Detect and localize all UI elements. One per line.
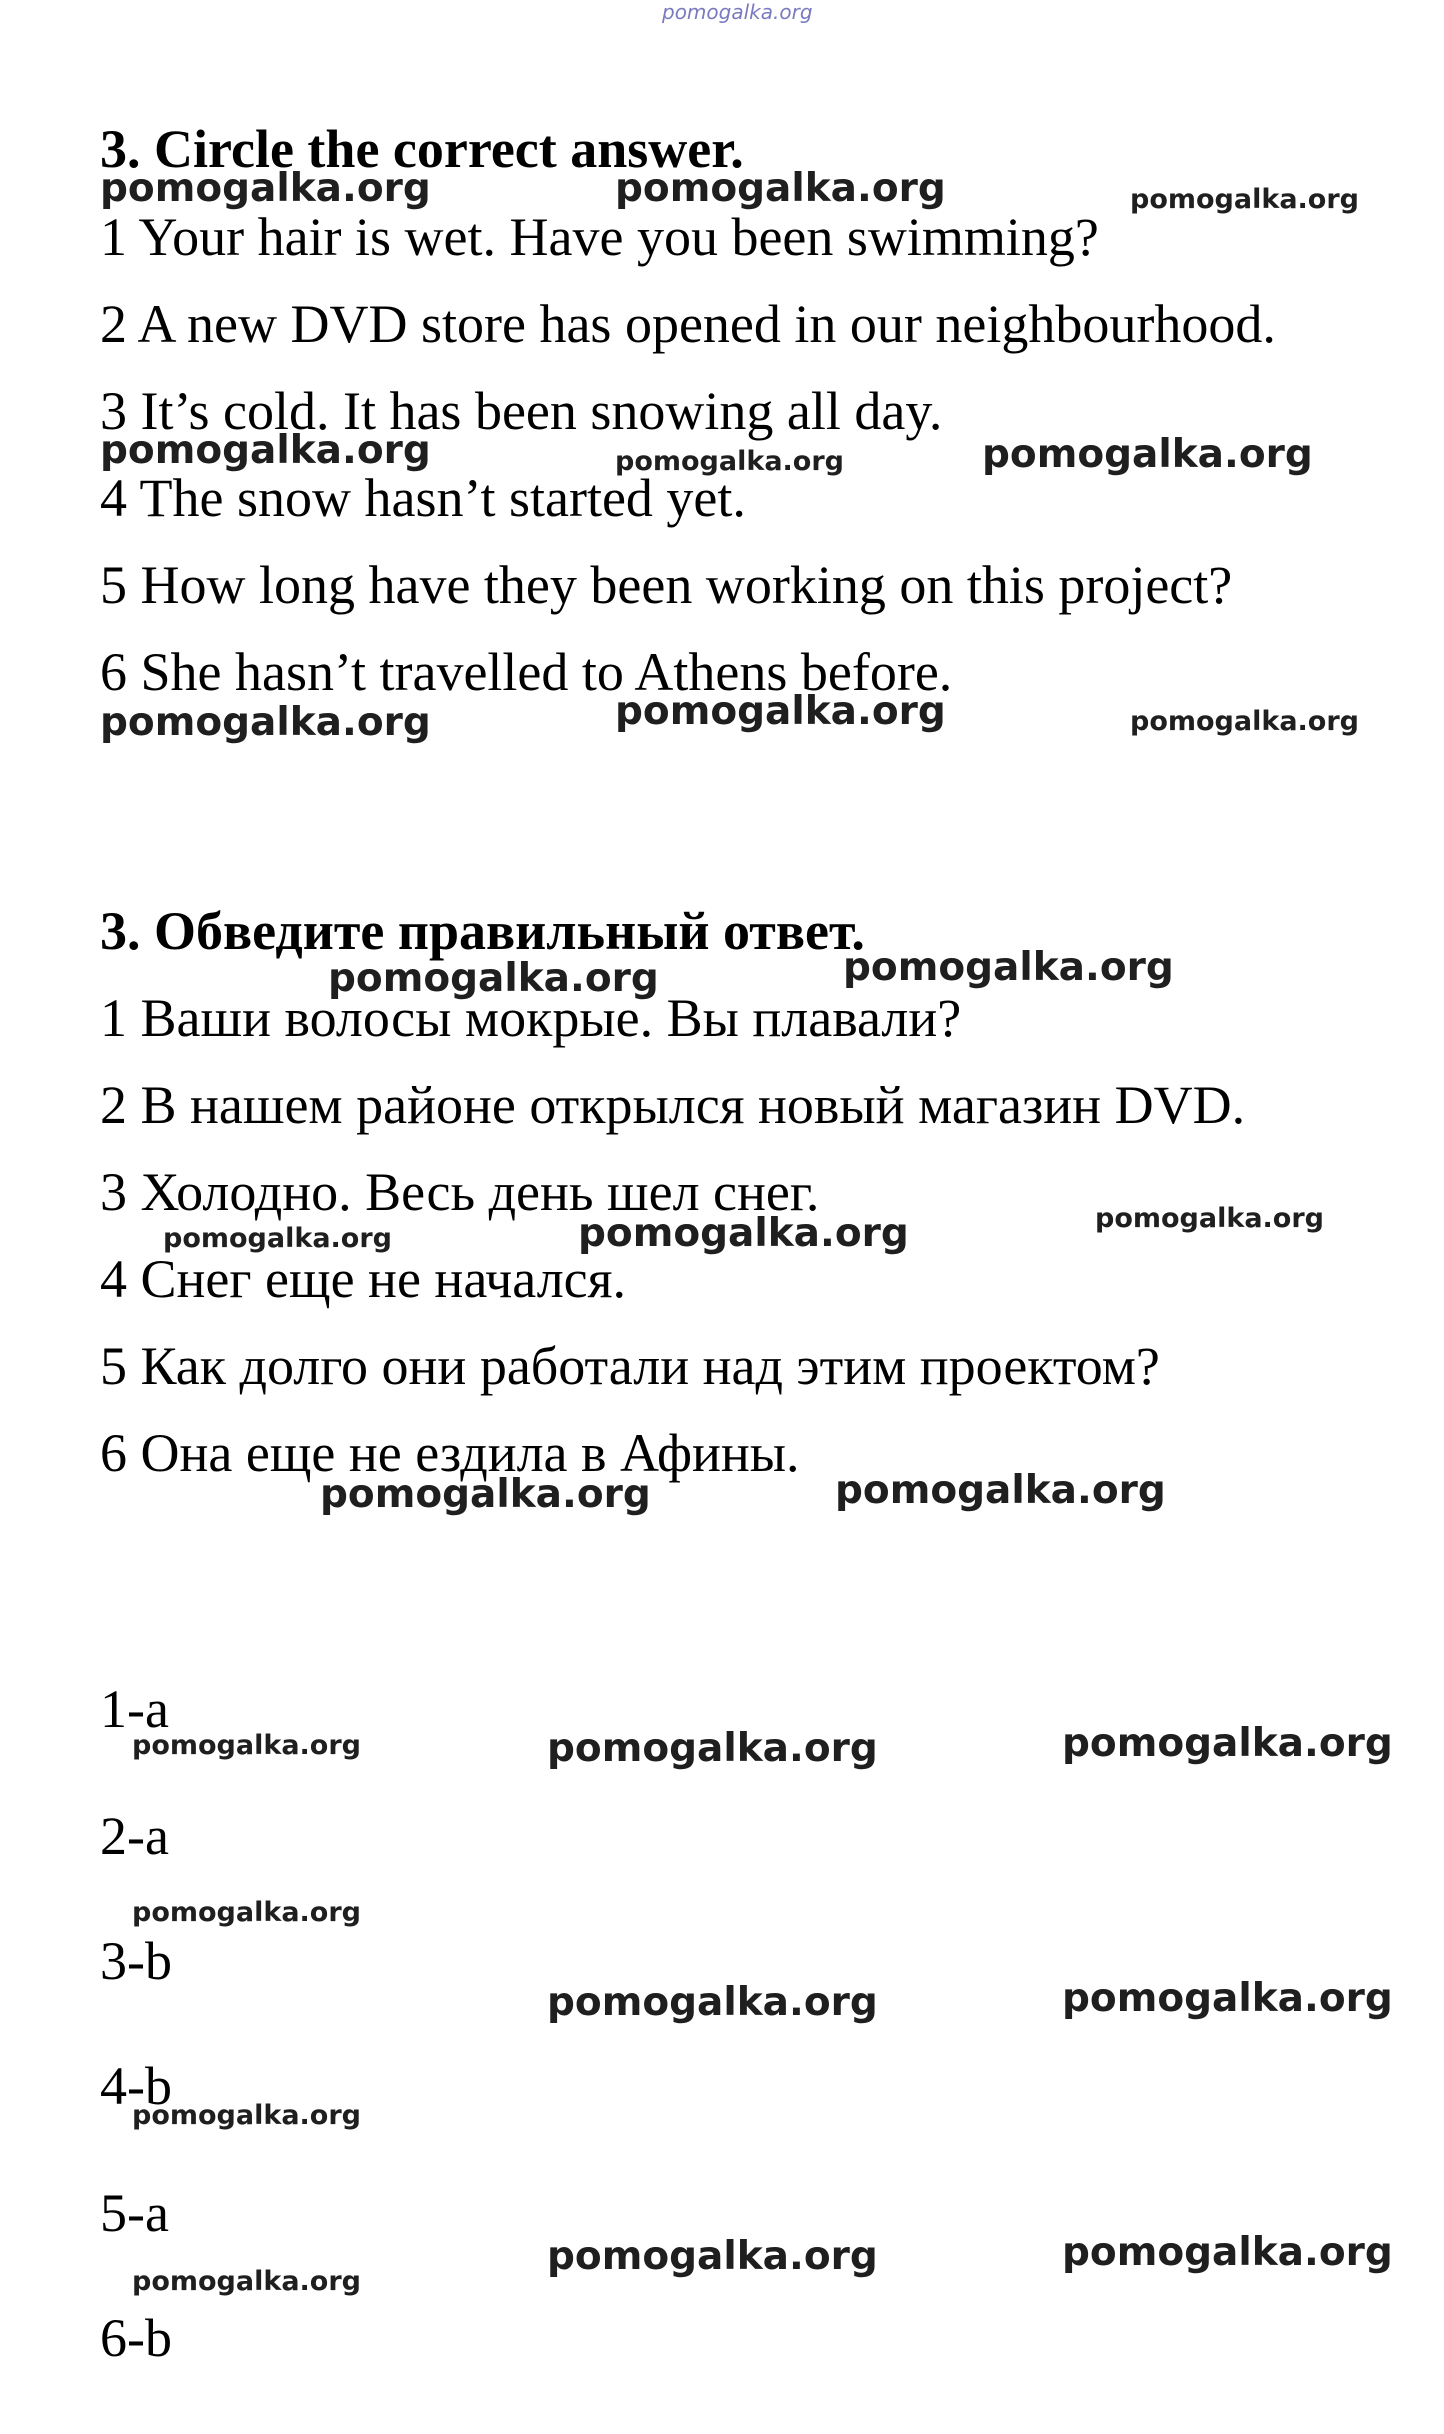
watermark: pomogalka.org (132, 2100, 361, 2131)
watermark: pomogalka.org (100, 166, 431, 211)
english-line-4: 4 The snow hasn’t started yet. (100, 468, 746, 528)
watermark: pomogalka.org (615, 689, 946, 734)
answer-5: 5-a (100, 2183, 169, 2243)
watermark: pomogalka.org (1062, 1976, 1393, 2021)
watermark: pomogalka.org (100, 700, 431, 745)
watermark: pomogalka.org (835, 1468, 1166, 1513)
watermark: pomogalka.org (1062, 1721, 1393, 1766)
english-line-2: 2 A new DVD store has opened in our neighbourhood. (100, 294, 1276, 354)
english-line-3: 3 It’s cold. It has been snowing all day. (100, 381, 943, 441)
english-title: 3. Circle the correct answer. (100, 119, 744, 179)
watermark: pomogalka.org (1130, 706, 1359, 737)
watermark-top: pomogalka.org (662, 0, 813, 24)
watermark: pomogalka.org (132, 1730, 361, 1761)
english-line-6: 6 She hasn’t travelled to Athens before. (100, 642, 953, 702)
watermark: pomogalka.org (615, 446, 844, 477)
watermark: pomogalka.org (328, 956, 659, 1001)
russian-line-5: 5 Как долго они работали над этим проектом? (100, 1336, 1160, 1396)
watermark: pomogalka.org (1095, 1203, 1324, 1234)
watermark: pomogalka.org (547, 1980, 878, 2025)
watermark: pomogalka.org (547, 2234, 878, 2279)
russian-line-6: 6 Она еще не ездила в Афины. (100, 1423, 800, 1483)
watermark: pomogalka.org (132, 2266, 361, 2297)
russian-line-2: 2 В нашем районе открылся новый магазин DVD. (100, 1075, 1246, 1135)
watermark: pomogalka.org (1130, 184, 1359, 215)
watermark: pomogalka.org (320, 1472, 651, 1517)
english-line-5: 5 How long have they been working on this project? (100, 555, 1233, 615)
watermark: pomogalka.org (132, 1897, 361, 1928)
watermark: pomogalka.org (163, 1223, 392, 1254)
watermark: pomogalka.org (615, 166, 946, 211)
watermark: pomogalka.org (1062, 2230, 1393, 2275)
answer-1: 1-a (100, 1679, 169, 1739)
russian-line-3: 3 Холодно. Весь день шел снег. (100, 1162, 820, 1222)
russian-line-1: 1 Ваши волосы мокрые. Вы плавали? (100, 988, 962, 1048)
answer-4: 4-b (100, 2056, 172, 2116)
russian-title: 3. Обведите правильный ответ. (100, 901, 865, 961)
answer-6: 6-b (100, 2308, 172, 2368)
watermark: pomogalka.org (843, 945, 1174, 990)
watermark: pomogalka.org (547, 1726, 878, 1771)
answer-2: 2-a (100, 1806, 169, 1866)
answer-3: 3-b (100, 1931, 172, 1991)
english-line-1: 1 Your hair is wet. Have you been swimming? (100, 207, 1099, 267)
watermark: pomogalka.org (982, 432, 1313, 477)
watermark: pomogalka.org (100, 428, 431, 473)
watermark: pomogalka.org (578, 1211, 909, 1256)
russian-line-4: 4 Снег еще не начался. (100, 1249, 626, 1309)
